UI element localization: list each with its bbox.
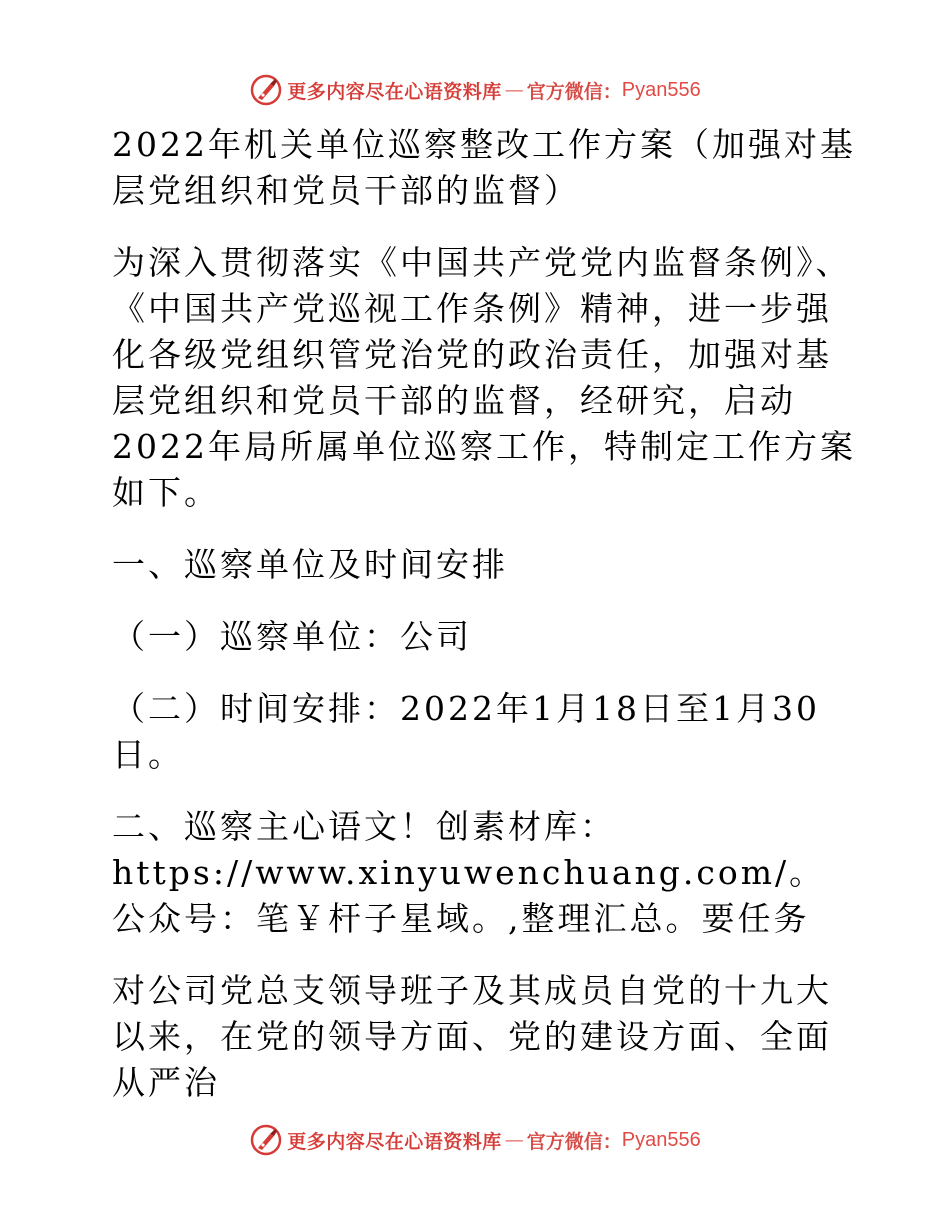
watermark-account: Pyan556 bbox=[621, 78, 701, 101]
watermark-text: 更多内容尽在心语资料库 bbox=[287, 1130, 502, 1153]
intro-paragraph: 为深入贯彻落实《中国共产党党内监督条例》、《中国共产党巡视工作条例》精神，进一步强化各级党组织管党治党的政治责任，加强对基层党组织和党员干部的监督，经研究，启动2022年局所属单位巡察工作，特制定工作方案如下。 bbox=[112, 243, 856, 512]
section-heading-2: 二、巡察主心语文！创素材库：https://www.xinyuwenchuang.com/。公众号：笔￥杆子星域。,整理汇总。要任务 bbox=[112, 807, 826, 938]
section-item-2: （二）时间安排：2022年1月18日至1月30日。 bbox=[112, 689, 820, 774]
watermark-text: 更多内容尽在心语资料库 bbox=[287, 80, 502, 103]
document-body bbox=[98, 122, 858, 1132]
section-item-1: （一）巡察单位：公司 bbox=[112, 617, 472, 656]
watermark-separator: — bbox=[504, 79, 524, 101]
section-heading-1: 一、巡察单位及时间安排 bbox=[112, 545, 508, 584]
watermark-label: 官方微信： bbox=[526, 80, 622, 103]
watermark-separator: — bbox=[504, 1129, 524, 1151]
body-paragraph: 对公司党总支领导班子及其成员自党的十九大以来，在党的领导方面、党的建设方面、全面从严治 bbox=[112, 971, 832, 1102]
pen-nib-logo-icon bbox=[249, 73, 283, 107]
watermark-banner-bottom bbox=[0, 1120, 950, 1160]
document-title: 2022年机关单位巡察整改工作方案（加强对基层党组织和党员干部的监督） bbox=[112, 125, 856, 210]
watermark-account: Pyan556 bbox=[621, 1128, 701, 1151]
watermark-banner-top bbox=[0, 70, 950, 110]
pen-nib-logo-icon bbox=[249, 1123, 283, 1157]
watermark-label: 官方微信： bbox=[526, 1130, 622, 1153]
